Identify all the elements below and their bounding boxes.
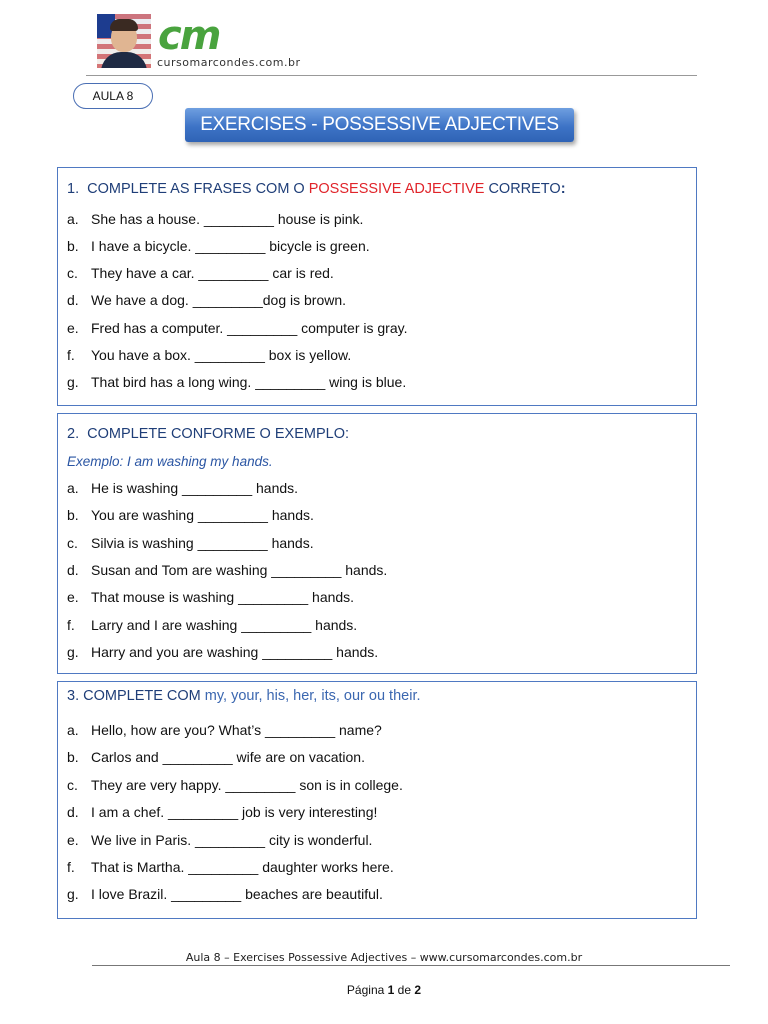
list-item: a. She has a house. _________ house is pink. (67, 211, 364, 227)
exercise-1-heading-part2: CORRETO (488, 181, 561, 197)
exercise-2-number: 2. (67, 426, 80, 442)
list-item: b. Carlos and _________ wife are on vacation. (67, 749, 365, 765)
exercise-3-heading (67, 688, 421, 704)
list-item: d. Susan and Tom are washing _________ hands. (67, 562, 388, 578)
list-item: f. Larry and I are washing _________ hands. (67, 617, 358, 633)
brand-site: cursomarcondes.com.br (157, 56, 301, 69)
exercise-1-heading-highlight: POSSESSIVE ADJECTIVE (308, 181, 485, 197)
exercise-1-heading-part1: COMPLETE AS FRASES COM O (87, 181, 305, 197)
list-item: a. He is washing _________ hands. (67, 480, 299, 496)
exercise-1-number: 1. (67, 181, 80, 197)
list-item: b. You are washing _________ hands. (67, 507, 314, 523)
author-photo-logo (97, 14, 151, 68)
exercise-2-box (57, 413, 697, 674)
page-label: Página (346, 983, 385, 997)
page-title: EXERCISES - POSSESSIVE ADJECTIVES (185, 108, 574, 142)
page-number (0, 983, 768, 997)
exercise-3-box (57, 681, 697, 919)
exercise-3-heading-part2: my, your, his, her, its, our ou their. (204, 688, 421, 704)
list-item: a. Hello, how are you? What’s _________ name? (67, 722, 382, 738)
page-of: de (397, 983, 412, 997)
exercise-3-heading-part1: COMPLETE COM (83, 688, 201, 704)
exercise-2-heading-text: COMPLETE CONFORME O EXEMPLO: (87, 426, 349, 442)
list-item: e. Fred has a computer. _________ computer is gray. (67, 320, 408, 336)
exercise-2-example: Exemplo: I am washing my hands. (67, 454, 273, 469)
exercise-2-heading (67, 426, 349, 442)
header-divider (86, 75, 697, 76)
list-item: d. We have a dog. _________dog is brown. (67, 292, 347, 308)
exercise-1-heading-colon: : (560, 181, 566, 197)
page-total: 2 (414, 983, 422, 997)
list-item: f. You have a box. _________ box is yellow. (67, 347, 352, 363)
exercise-3-number: 3. (67, 688, 80, 704)
list-item: b. I have a bicycle. _________ bicycle is green. (67, 238, 370, 254)
list-item: d. I am a chef. _________ job is very interesting! (67, 804, 378, 820)
footer-divider (92, 965, 730, 966)
list-item: f. That is Martha. _________ daughter works here. (67, 859, 394, 875)
list-item: g. That bird has a long wing. _________ wing is blue. (67, 374, 407, 390)
brand-logo: cm (158, 13, 220, 59)
photo-hair (110, 19, 138, 31)
lesson-badge: AULA 8 (73, 83, 153, 109)
list-item: c. Silvia is washing _________ hands. (67, 535, 314, 551)
list-item: c. They have a car. _________ car is red. (67, 265, 334, 281)
list-item: g. I love Brazil. _________ beaches are beautiful. (67, 886, 383, 902)
list-item: c. They are very happy. _________ son is in college. (67, 777, 403, 793)
page-current: 1 (387, 983, 395, 997)
footer-text: Aula 8 – Exercises Possessive Adjectives – www.cursomarcondes.com.br (185, 951, 583, 964)
exercise-1-box (57, 167, 697, 406)
list-item: e. That mouse is washing _________ hands. (67, 589, 355, 605)
list-item: g. Harry and you are washing _________ hands. (67, 644, 379, 660)
exercise-1-heading (67, 181, 566, 197)
list-item: e. We live in Paris. _________ city is wonderful. (67, 832, 373, 848)
